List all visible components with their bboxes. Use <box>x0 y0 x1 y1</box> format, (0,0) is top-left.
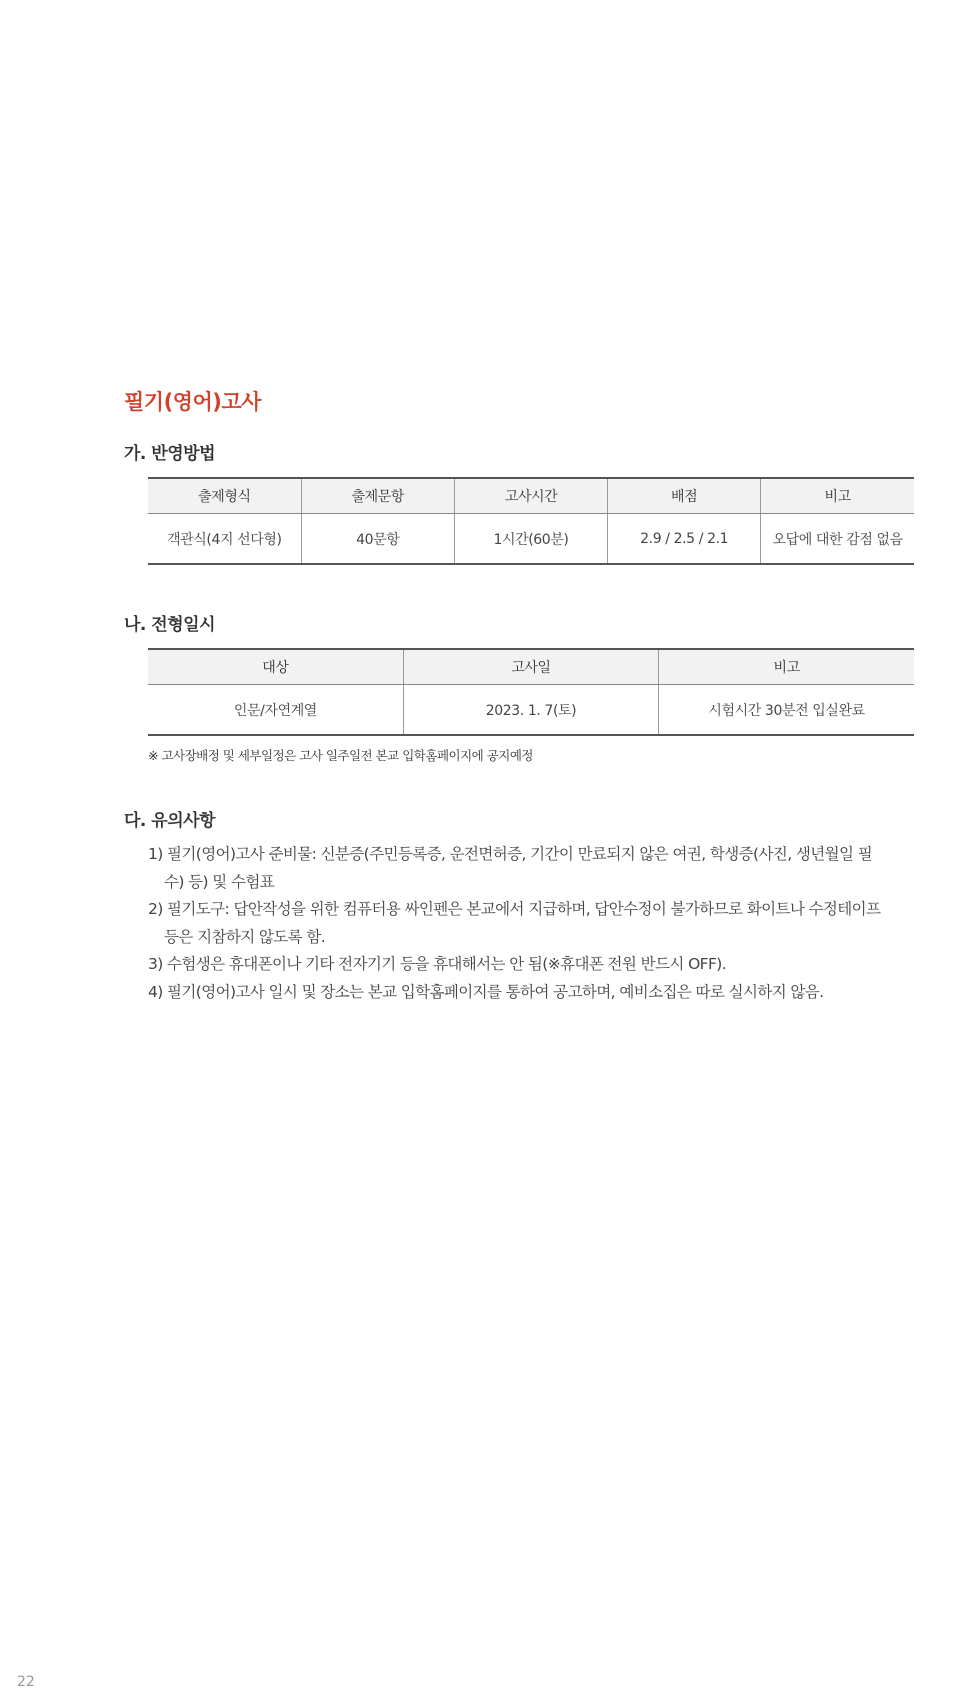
table-cell: 2.9 / 2.5 / 2.1 <box>608 514 761 565</box>
column-header: 비고 <box>761 478 914 514</box>
schedule-table <box>148 648 914 736</box>
section-heading-schedule: 나. 전형일시 <box>124 615 215 635</box>
column-header: 대상 <box>148 649 403 685</box>
column-header: 배점 <box>608 478 761 514</box>
table-cell: 40문항 <box>301 514 454 565</box>
schedule-footnote: ※ 고사장배정 및 세부일정은 고사 일주일전 본교 입학홈페이지에 공지예정 <box>148 748 534 763</box>
list-item: 4) 필기(영어)고사 일시 및 장소는 본교 입학홈페이지를 통하여 공고하며, 예비소집은 따로 실시하지 않음. <box>148 982 824 1001</box>
reflection-method-table <box>148 477 914 565</box>
column-header: 고사일 <box>403 649 658 685</box>
table-cell: 2023. 1. 7(토) <box>403 685 658 736</box>
column-header: 비고 <box>659 649 914 685</box>
page-title: 필기(영어)고사 <box>124 390 261 414</box>
table-header-row <box>148 478 914 514</box>
table-cell: 객관식(4지 선다형) <box>148 514 301 565</box>
precautions-list <box>148 841 888 1006</box>
list-item: 3) 수험생은 휴대폰이나 기타 전자기기 등을 휴대해서는 안 됨(※휴대폰 전원 반드시 OFF). <box>148 955 727 973</box>
section-heading-precautions: 다. 유의사항 <box>124 811 215 831</box>
table-cell: 시험시간 30분전 입실완료 <box>659 685 914 736</box>
list-item: 1) 필기(영어)고사 준비물: 신분증(주민등록증, 운전면허증, 기간이 만료되지 않은 여권, 학생증(사진, 생년월일 필수) 등) 및 수험표 <box>148 845 873 891</box>
page-number: 22 <box>17 1674 35 1690</box>
column-header: 출제문항 <box>301 478 454 514</box>
column-header: 고사시간 <box>454 478 607 514</box>
table-cell: 1시간(60분) <box>454 514 607 565</box>
table-cell: 인문/자연계열 <box>148 685 403 736</box>
table-row <box>148 514 914 565</box>
section-heading-reflection-method: 가. 반영방법 <box>124 444 215 464</box>
list-item: 2) 필기도구: 답안작성을 위한 컴퓨터용 싸인펜은 본교에서 지급하며, 답안수정이 불가하므로 화이트나 수정테이프 등은 지참하지 않도록 함. <box>148 900 881 946</box>
table-header-row <box>148 649 914 685</box>
table-cell: 오답에 대한 감점 없음 <box>761 514 914 565</box>
table-row <box>148 685 914 736</box>
column-header: 출제형식 <box>148 478 301 514</box>
